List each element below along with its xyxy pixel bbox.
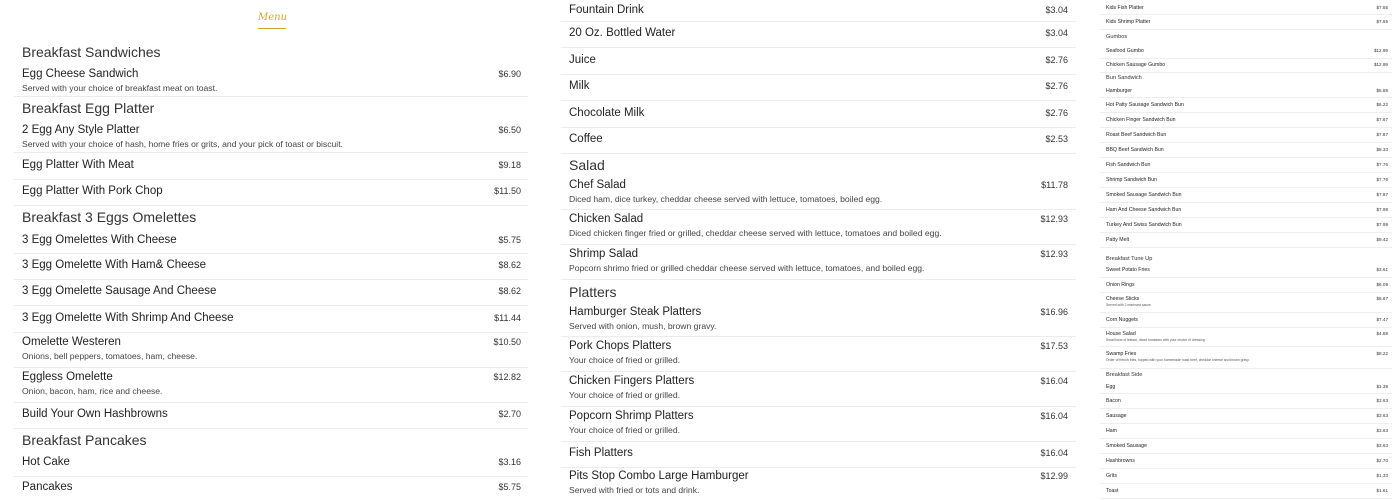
item-name: 20 Oz. Bottled Water (569, 27, 676, 39)
item-description: Popcorn shrimo fried or grilled cheddar cheese served with lettuce, tomatoes, and boiled egg. (569, 263, 925, 273)
item-price: $3.61 (1376, 267, 1388, 272)
menu-item-ham-and-cheese-sandwich-bun[interactable] (1100, 202, 1392, 218)
menu-column-drinks-salad-platters (561, 0, 1076, 500)
item-price: $5.75 (498, 482, 521, 492)
item-name: Shrimp Salad (569, 248, 639, 260)
item-name: Pork Chops Platters (569, 340, 672, 352)
item-price: $9.42 (1376, 237, 1388, 242)
item-name: Fish Sandwich Bun (1106, 162, 1151, 168)
item-name: Toast (1106, 488, 1119, 494)
section-title-platters: Platters (569, 284, 617, 300)
item-price: $11.78 (1041, 180, 1068, 190)
item-price: $11.44 (494, 313, 521, 323)
item-price: $2.76 (1045, 108, 1068, 118)
menu-item-egg[interactable] (1100, 380, 1392, 394)
item-name: Hot Patty Sausage Sandwich Bun (1106, 102, 1184, 108)
item-price: $12.99 (1373, 62, 1388, 67)
item-name: Onion Rings (1106, 282, 1135, 288)
item-name: Hamburger Steak Platters (569, 306, 702, 318)
item-price: $16.04 (1040, 448, 1068, 458)
menu-item-hamburger[interactable] (1100, 84, 1392, 98)
menu-item-3-egg-omelette-with-shrimp-and-cheese[interactable] (14, 305, 528, 333)
item-price: $5.75 (498, 235, 521, 245)
menu-item-eggless-omelette[interactable] (14, 367, 528, 403)
item-description: Your choice of fried or grilled. (569, 355, 680, 365)
item-description: Served with your choice of hash, home fries or grits, and your pick of toast or biscuit. (22, 139, 343, 149)
item-name: Chicken Fingers Platters (569, 375, 695, 387)
menu-item-3-egg-omelette-with-ham-cheese[interactable] (14, 253, 528, 280)
section-title-breakfast-side: Breakfast Side (1106, 372, 1143, 378)
item-name: Egg (1106, 384, 1116, 390)
item-name: Egg Cheese Sandwich (22, 68, 139, 80)
menu-item-chicken-salad[interactable] (561, 209, 1076, 245)
item-price: $5.88 (1376, 88, 1388, 93)
menu-item-egg-cheese-sandwich[interactable] (14, 68, 528, 97)
menu-item-coffee[interactable] (561, 127, 1076, 154)
menu-item-seafood-gumbo[interactable] (1100, 44, 1392, 59)
menu-item-hot-cake[interactable] (14, 450, 528, 477)
item-price: $12.82 (493, 372, 521, 382)
menu-column-breakfast (14, 0, 528, 500)
menu-item-shrimp-sandwich-bun[interactable] (1100, 172, 1392, 188)
item-description: Diced ham, dice turkey, cheddar cheese served with lettuce, tomatoes, boiled egg. (569, 194, 883, 204)
menu-item-ham[interactable] (1100, 423, 1392, 439)
menu-item-pancakes[interactable] (14, 476, 528, 500)
menu-item-juice[interactable] (561, 47, 1076, 75)
section-title-breakfast-egg-platter: Breakfast Egg Platter (22, 100, 155, 116)
item-name: Chocolate Milk (569, 107, 645, 119)
item-description: Served with 2 marinara sauce. (1106, 303, 1152, 307)
item-price: $3.63 (1376, 398, 1388, 403)
item-price: $4.88 (1376, 331, 1388, 336)
item-price: $8.62 (498, 286, 521, 296)
menu-item-roast-beef-sandwich-bun[interactable] (1100, 127, 1392, 143)
item-name: Chicken Sausage Gumbo (1106, 62, 1166, 68)
section-title-bun-sandwich: Bun Sandwich (1106, 75, 1142, 81)
item-name: BBQ Beef Sandwich Bun (1106, 147, 1164, 153)
item-name: Ham (1106, 428, 1117, 434)
menu-item-pork-chops-platters[interactable] (561, 336, 1076, 372)
item-price: $10.50 (493, 337, 521, 347)
item-name: Egg Platter With Pork Chop (22, 185, 163, 197)
item-description: Your choice of fried or grilled. (569, 425, 680, 435)
item-price: $7.76 (1376, 177, 1388, 182)
item-price: $3.63 (1376, 443, 1388, 448)
item-price: $7.87 (1376, 117, 1388, 122)
item-name: Corn Nuggets (1106, 317, 1139, 323)
item-name: Chicken Finger Sandwich Bun (1106, 117, 1176, 123)
menu-item-cheese-sticks[interactable] (1100, 292, 1392, 313)
item-name: 3 Egg Omelette With Ham& Cheese (22, 259, 207, 271)
item-description: Small bowl of lettuce, diced tomatoes with your choice of dressing. (1106, 338, 1206, 342)
item-price: $17.53 (1040, 341, 1068, 351)
item-name: Turkey And Swiss Sandwich Bun (1106, 222, 1182, 228)
section-title-breakfast-3-eggs-omelettes: Breakfast 3 Eggs Omelettes (22, 209, 197, 225)
menu-item-hot-patty-sausage-sandwich-bun[interactable] (1100, 97, 1392, 113)
menu-item-smoked-sausage[interactable] (1100, 438, 1392, 454)
menu-item-fish-sandwich-bun[interactable] (1100, 157, 1392, 173)
menu-item-pits-stop-combo-large-hamburger[interactable] (561, 467, 1076, 500)
item-description: Served with onion, mush, brown gravy. (569, 321, 717, 331)
item-description: Served with fried or tots and drink. (569, 485, 700, 495)
item-name: Popcorn Shrimp Platters (569, 410, 694, 422)
menu-item-onion-rings[interactable] (1100, 277, 1392, 293)
item-price: $6.50 (498, 125, 521, 135)
item-name: Pits Stop Combo Large Hamburger (569, 470, 749, 482)
item-name: Sausage (1106, 413, 1127, 419)
item-name: Hamburger (1106, 88, 1132, 94)
item-name: Hashbrowns (1106, 458, 1135, 464)
menu-item-hashbrowns[interactable] (1100, 453, 1392, 469)
section-title-breakfast-pancakes: Breakfast Pancakes (22, 432, 147, 448)
item-price: $7.99 (1376, 207, 1388, 212)
item-name: Hot Cake (22, 456, 70, 468)
item-name: Coffee (569, 133, 603, 145)
menu-item-hamburger-steak-platters[interactable] (561, 304, 1076, 337)
item-name: Cheese Sticks (1106, 296, 1140, 302)
item-price: $2.70 (498, 409, 521, 419)
item-price: $12.93 (1040, 214, 1068, 224)
item-price: $7.99 (1376, 222, 1388, 227)
item-price: $1.33 (1376, 473, 1388, 478)
menu-item-bacon[interactable] (1100, 393, 1392, 409)
item-price: $9.18 (498, 160, 521, 170)
item-name: Roast Beef Sandwich Bun (1106, 132, 1167, 138)
item-price: $7.87 (1376, 192, 1388, 197)
item-name: Kids Fish Platter (1106, 5, 1144, 11)
menu-item-3-egg-omelette-sausage-and-cheese[interactable] (14, 279, 528, 306)
item-name: Smoked Sausage (1106, 443, 1147, 449)
item-name: Bacon (1106, 398, 1121, 404)
menu-item-smoked-sausage-sandwich-bun[interactable] (1100, 187, 1392, 203)
item-name: 2 Egg Any Style Platter (22, 124, 140, 136)
item-description: Diced chicken finger fried or grilled, cheddar cheese served with lettuce, tomatoes and boiled egg. (569, 228, 942, 238)
menu-item-chicken-finger-sandwich-bun[interactable] (1100, 112, 1392, 128)
section-title-gumbos: Gumbos (1106, 34, 1128, 40)
item-price: $12.99 (1373, 48, 1388, 53)
menu-item-omelette-westeren[interactable] (14, 332, 528, 368)
menu-item-chef-salad[interactable] (561, 177, 1076, 210)
menu-item-sausage[interactable] (1100, 408, 1392, 424)
item-name: Eggless Omelette (22, 371, 113, 383)
item-name: Ham And Cheese Sandwich Bun (1106, 207, 1182, 213)
item-price: $16.04 (1040, 411, 1068, 421)
menu-item-20-oz-bottled-water[interactable] (561, 21, 1076, 48)
item-name: Shrimp Sandwich Bun (1106, 177, 1158, 183)
item-price: $7.55 (1376, 19, 1388, 24)
item-description: Onion, bacon, ham, rice and cheese. (22, 386, 163, 396)
item-price: $3.63 (1376, 428, 1388, 433)
item-name: Grits (1106, 473, 1117, 479)
item-name: Build Your Own Hashbrowns (22, 408, 168, 420)
menu-item-toast[interactable] (1100, 483, 1392, 499)
item-name: 3 Egg Omelettes With Cheese (22, 234, 177, 246)
item-description: Served with your choice of breakfast meat on toast. (22, 83, 218, 93)
section-title-breakfast-tune-up: Breakfast Tune Up (1106, 256, 1153, 262)
item-name: Sweet Potato Fries (1106, 267, 1150, 273)
menu-item-fountain-drink[interactable] (561, 0, 1076, 22)
menu-item-patty-melt[interactable] (1100, 232, 1392, 248)
item-price: $3.16 (498, 457, 521, 467)
item-name: 3 Egg Omelette Sausage And Cheese (22, 285, 217, 297)
item-price: $3.63 (1376, 413, 1388, 418)
item-price: $1.61 (1376, 488, 1388, 493)
item-description: Your choice of fried or grilled. (569, 390, 680, 400)
item-price: $12.99 (1040, 471, 1068, 481)
menu-item-turkey-and-swiss-sandwich-bun[interactable] (1100, 217, 1392, 233)
item-name: Fish Platters (569, 447, 633, 459)
item-price: $3.04 (1045, 28, 1068, 38)
menu-item-grits[interactable] (1100, 468, 1392, 484)
menu-item-bbq-beef-sandwich-bun[interactable] (1100, 142, 1392, 158)
menu-item-2-egg-any-style-platter[interactable] (14, 124, 528, 153)
item-name: Omelette Westeren (22, 336, 121, 348)
item-name: Kids Shrimp Platter (1106, 19, 1151, 25)
menu-item-sweet-potato-fries[interactable] (1100, 262, 1392, 278)
item-name: House Salad (1106, 331, 1136, 337)
menu-item-shrimp-salad[interactable] (561, 244, 1076, 280)
item-price: $7.76 (1376, 162, 1388, 167)
menu-column-sides (1100, 0, 1392, 500)
item-name: Chef Salad (569, 179, 626, 191)
item-price: $12.93 (1040, 249, 1068, 259)
item-price: $7.55 (1376, 5, 1388, 10)
item-price: $8.22 (1376, 351, 1388, 356)
menu-item-3-egg-omelettes-with-cheese[interactable] (14, 229, 528, 254)
item-name: Fountain Drink (569, 4, 644, 16)
menu-item-build-your-own-hashbrowns[interactable] (14, 402, 528, 429)
item-price: $1.39 (1376, 384, 1388, 389)
item-name: Seafood Gumbo (1106, 48, 1144, 54)
item-price: $2.53 (1045, 134, 1068, 144)
item-description: Order of french fries, topped with your homemade roast beef, cheddar cheese and brown gravy. (1106, 358, 1250, 362)
menu-item-egg-platter-with-pork-chop[interactable] (14, 179, 528, 206)
item-price: $6.22 (1376, 102, 1388, 107)
item-name: Milk (569, 80, 590, 92)
item-description: Onions, bell peppers, tomatoes, ham, cheese. (22, 351, 198, 361)
menu-item-fish-platters[interactable] (561, 441, 1076, 468)
item-price: $11.50 (494, 186, 521, 196)
restaurant-logo: Menu (258, 12, 286, 29)
menu-item-house-salad[interactable] (1100, 327, 1392, 347)
menu-item-chocolate-milk[interactable] (561, 100, 1076, 128)
item-name: Swamp Fries (1106, 351, 1137, 357)
item-price: $2.76 (1045, 55, 1068, 65)
menu-item-chicken-fingers-platters[interactable] (561, 371, 1076, 407)
menu-item-kids-shrimp-platter[interactable] (1100, 14, 1392, 30)
item-price: $6.67 (1376, 296, 1388, 301)
item-name: Chicken Salad (569, 213, 644, 225)
section-title-salad: Salad (569, 157, 605, 173)
item-price: $8.33 (1376, 147, 1388, 152)
item-price: $8.62 (498, 260, 521, 270)
menu-item-milk[interactable] (561, 74, 1076, 101)
item-price: $7.47 (1376, 317, 1388, 322)
item-price: $2.76 (1045, 81, 1068, 91)
menu-item-popcorn-shrimp-platters[interactable] (561, 406, 1076, 442)
item-price: $6.90 (498, 69, 521, 79)
item-price: $2.70 (1376, 458, 1388, 463)
item-name: 3 Egg Omelette With Shrimp And Cheese (22, 312, 234, 324)
item-name: Patty Melt (1106, 237, 1130, 243)
menu-item-corn-nuggets[interactable] (1100, 312, 1392, 328)
item-name: Smoked Sausage Sandwich Bun (1106, 192, 1182, 198)
menu-item-swamp-fries[interactable] (1100, 346, 1392, 369)
item-price: $16.04 (1040, 376, 1068, 386)
item-price: $6.09 (1376, 282, 1388, 287)
section-title-breakfast-sandwiches: Breakfast Sandwiches (22, 44, 161, 60)
item-price: $7.87 (1376, 132, 1388, 137)
item-price: $16.96 (1040, 307, 1068, 317)
menu-item-egg-platter-with-meat[interactable] (14, 152, 528, 180)
menu-item-chicken-sausage-gumbo[interactable] (1100, 58, 1392, 73)
item-price: $3.04 (1045, 5, 1068, 15)
item-name: Pancakes (22, 481, 73, 493)
item-name: Egg Platter With Meat (22, 159, 134, 171)
item-name: Juice (569, 54, 596, 66)
